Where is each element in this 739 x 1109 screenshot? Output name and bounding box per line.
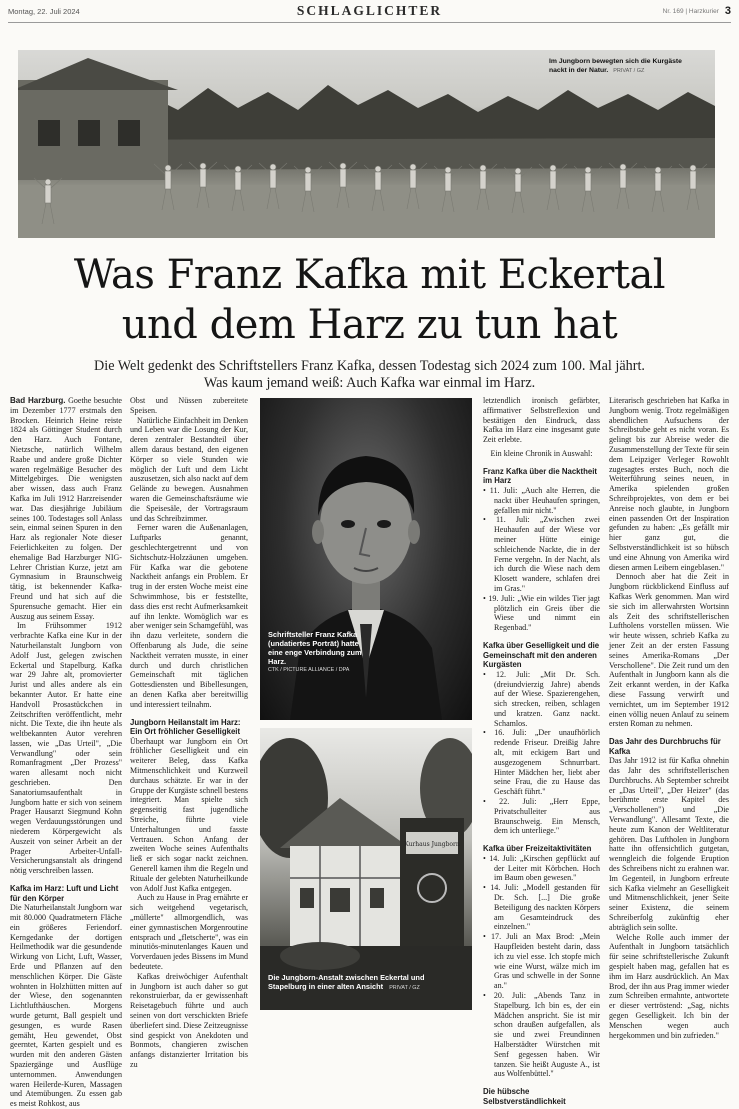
paragraph: Kafkas dreiwöchiger Aufenthalt in Jungborn ist auch daher so gut rekonstruierbar, da er gewissenhaft Reisetagebuch führte und auch seinen von dort verschickten Briefe überliefert sind. Diese Zeitzeugnisse sind gespickt von Anekdoten und Bonmots, changieren zwischen anfangs distanzierter Irritation bis zu bbox=[130, 971, 248, 1069]
deck-line-2: Was kaum jemand weiß: Auch Kafka war einmal im Harz. bbox=[203, 375, 536, 391]
paragraph: Die Naturheilanstalt Jungborn war mit 80.000 Quadratmetern Fläche ein größeres Feriendorf. Kerngedanke der dortigen Heilmethodik war die gesundende Wirkung von Licht, Luft, Wasser, Erde und Pflanzen auf den menschlichen Körper. Die Gäste wohnten in Holzhütten mitten auf der Wiese, den sogenannten Lichtlufthäuschen. Morgens wurde geturnt, Ball gespielt und gesungen, es wurde Rasen gemäht, Heu gewendet, Obst geerntet, Karten gespielt und es wurden mit den anderen Gästen Spaziergänge und Ausflüge unternommen. Anwendungen waren Heilerde-Kuren, Massagen und Atemübungen. Zu essen gab es meist Rohkost, aus bbox=[10, 903, 122, 1109]
paragraph bbox=[10, 396, 122, 621]
subheading: Jungborn Heilanstalt im Harz: Ein Ort fröhlicher Geselligkeit bbox=[130, 717, 241, 737]
chronicle-entry: • 20. Juli: „Abends Tanz in Stapelburg. Ich bin es, der ein Mädchen anspricht. Sie ist mir schon draußen aufgefallen, als sie und zwei Freundinnen Halberstädter Würstchen mit Senf gegessen haben. Wir tanzen. Sie heißt Auguste A., ist aus Wolfenbüttel." bbox=[483, 991, 600, 1079]
paragraph: letztendlich ironisch gefärbter, affirmativer Selbstreflexion und bestätigen den Eindruck, dass Kafka im Harz eine insgesamt gute Zeit erlebte. bbox=[483, 396, 600, 445]
subheading: Das Jahr des Durchbruchs für Kafka bbox=[609, 737, 721, 756]
paragraph: Welche Rolle auch immer der Aufenthalt in Jungborn tatsächlich für seine schriftstellerische Zukunft gespielt haben mag, gefallen hat es ihm im Harz ausdrücklich. An Max Brod, der ihn aus Prag immer wieder zum Schreiben ermahnte, antwortete er dieser vertröstend: „Sag, nichts gegen Geselligkeit. Ich bin der Menschen wegen auch hergekommen und bin zufrieden." bbox=[609, 932, 729, 1040]
paragraph: Ferner waren die Außenanlagen, Luftparks genannt, geschlechtergetrennt und von Sichtschutz-Holzzäunen umgeben. Für Kafka war die gebotene Nacktheit anfangs ein Problem. Er trug in der ersten Woche meist eine Schwimmhose, bis er feststellte, dass dies erst recht Aufmerksamkeit auf ihn lenkte. Womöglich war es aber weniger sein Schamgefühl, was ihn dazu verleitete, sondern die Offenbarung als Jude, die seine Nacktheit verraten musste, in einer durch und durch christlichen Gemeinschaft mit täglichen Gottesdiensten und Bibellesungen, an denen Kafka aber bereitwillig und interessiert teilnahm. bbox=[130, 523, 248, 709]
article-column-2 bbox=[130, 396, 248, 1070]
kafka-photo-credit: CTK / PICTURE ALLIANCE / DPA bbox=[268, 667, 350, 673]
building-sign-text: Kurhaus Jungborn bbox=[404, 841, 460, 848]
page-number: 3 bbox=[724, 5, 731, 17]
anstalt-photo-credit: PRIVAT / GZ bbox=[389, 985, 420, 991]
jungborn-building-photo bbox=[260, 728, 472, 1010]
subheading: Kafka über Freizeitaktivitäten bbox=[483, 844, 592, 854]
subheading: Franz Kafka über die Nacktheit im Harz bbox=[483, 466, 597, 486]
article-headline bbox=[0, 250, 739, 350]
article-column-4 bbox=[609, 396, 729, 1040]
article-deck bbox=[0, 358, 739, 392]
chronicle-entry: • 16. Juli: „Der unaufhörlich redende Friseur. Dreißig Jahre alt, mit eckigem Bart und ausgezogenem Schnurrbart. Hinter Mädchen her, liebt aber seine Frau, die zu Hause das Geschäft führt." bbox=[483, 728, 600, 797]
subheading: Kafka über Geselligkeit und die Gemeinschaft mit den anderen Kurgästen bbox=[483, 640, 600, 670]
subheading: Die hübsche Selbstverständlichkeit bbox=[483, 1087, 566, 1106]
article-column-3 bbox=[483, 396, 600, 1106]
hero-caption bbox=[549, 58, 689, 75]
kafka-portrait-photo bbox=[260, 398, 472, 720]
chronicle-intro: Ein kleine Chronik in Auswahl: bbox=[490, 448, 593, 458]
paragraph: Natürliche Einfachheit im Denken und Leben war die Losung der Kur, deren zentraler Bestandteil über allem daraus bestand, den eigenen Körper so viele Stunden wie möglich der Luft und dem Licht auszusetzen, sich also nackt auf dem Gelände zu bewegen. Ausnahmen waren die Gemeinschaftsräume wie die Speisesäle, der Vortragsraum und das Schreibzimmer. bbox=[130, 415, 248, 523]
article-column-1 bbox=[10, 396, 122, 1109]
section-title: SCHLAGLICHTER bbox=[296, 3, 443, 18]
anstalt-photo-caption bbox=[268, 973, 464, 993]
paragraph: Das Jahr 1912 ist für Kafka ohnehin das Jahr des schriftstellerischen Durchbruchs. Ab September schreibt er „Das Urteil", „Der Heizer" (das berühmte erste Kapitel des „Verschollenen") und „Die Verwandlung". Allesamt Texte, die heute zum Kanon der Weltliteratur gehören. Das Luftholen in Jungborn hatte ihn offensichtlich gutgetan, wenngleich die folgende Eruption des Schreibens nicht zu erahnen war. Im Gegenteil, in Jungborn erfreute sich Kafka vielmehr an Geselligkeit und Mitmenschlichkeit, jener Seite seiner Existenz, die seinem Schreiberfolg zukünftig eher abträglich sein sollte. bbox=[609, 756, 729, 932]
paragraph-text: Goethe besuchte im Dezember 1777 erstmals den Brocken. Heinrich Heine reiste 1824 als Göttinger Student durch den Harz. Auch Fontane, Nietzsche, natürlich Wilhelm Raabe und andere große Dichter waren regelmäßige Besucher des Mittelgebirges. Die wenigsten aber wissen, dass auch Franz Kafka im Juli 1912 Harzreisender war. Das diesjährige Jubiläum seines 100. Todestages soll Anlass sein, einmal seinen Spuren in den Harz als regionaler Note dieser Feierlichkeiten zu folgen. Der ehemalige Bad Harzburger NIG-Lehrer Christian Kurze, jetzt am Gymnasium in Braunschweig tätig, ist bekennender Kafka-Freund und hat sich auf die Spurensuche gemacht. Hier ein Auszug aus seinem Essay. bbox=[10, 396, 123, 621]
kafka-caption-text: Schriftsteller Franz Kafka (undatiertes Porträt) hatte eine enge Verbindung zum Harz. bbox=[268, 630, 362, 666]
paragraph: Literarisch geschrieben hat Kafka in Jungborn wenig. Trotz regelmäßigen abendlichen Aufsuchens der Schreibstube geht es nicht voran. Es gelingt bis zur Abreise weder die Zusammenstellung der Texte für sein dem Leipziger Verleger Rowohlt zugesagtes erstes Buch, noch die Weiterführung seines neuen, in Amerika spielenden großen Schreibprojektes, von dem er bei Anreise noch glaubte, in Jungborn einen passenden Ort der Inspiration gefunden zu haben: „Es gefällt mir hier ganz gut, die Selbstverständlichkeit ist so hübsch und eine Ahnung von Amerika wird diesen armen Leibern eingeblasen." bbox=[609, 396, 729, 572]
issue-date: Montag, 22. Juli 2024 bbox=[8, 6, 80, 16]
jungborn-building-illustration bbox=[260, 728, 472, 1010]
paragraph: Dennoch aber hat die Zeit in Jungborn rückblickend Einfluss auf Kafkas Werk genommen. Man wird sie sich im allerwahrsten Wortsinn als Zeit des schriftstellerischen Luftholens vorstellen müssen. Wie wir heute wissen, schrieb Kafka zu jener Zeit an der ersten Fassung seines Amerika-Romans „Der Verschollene". Die Zeit rund um den Aufenthalt in Jungborn kann als die Zeit erkannt werden, in der Kafka diese Fassung verwirft und vernichtet, um im September 1912 einen völlig neuen Anlauf zu seinem ersten Roman zu nehmen. bbox=[609, 572, 729, 729]
chronicle-entry: • 11. Juli: „Auch alte Herren, die nackt über Heuhaufen springen, gefallen mir nicht." bbox=[483, 485, 600, 515]
hero-caption-text: Im Jungborn bewegten sich die Kurgäste nackt in der Natur. bbox=[549, 58, 682, 74]
chronicle-entry: • 19. Juli: „Wie ein wildes Tier jagt plötzlich ein Greis über die Wiese und nimmt ein Regenbad." bbox=[483, 593, 600, 633]
chronicle-entry: • 17. Juli an Max Brod: „Mein Haupfleiden besteht darin, dass ich zu viel esse. Ich stopfe mich wie eine Wurst, wälze mich im Gras und schwelle in der Sonne an." bbox=[483, 932, 600, 991]
paragraph: Überhaupt war Jungborn ein Ort fröhlicher Geselligkeit und ein weiterer Beleg, dass Kafka Mitmenschlichkeit und Kurzweil durchaus schätzte. Er war in der Gruppe der Kurgäste schnell bestens integriert. Man spielte sich gegenseitig fast jugendliche Streiche, führte viele Unterhaltungen und fasste Vertrauen. Schon Anfang der zweiten Woche seines Aufenthalts ließ er sich sogar nackt zeichnen. Generell kamen ihm die Regeln und Rituale der gelebten Naturheilkunde von Adolf Just Kafka entgegen. bbox=[130, 736, 248, 893]
paragraph: Im Frühsommer 1912 verbrachte Kafka eine Kur in der Naturheilanstalt Jungborn von Adolf Just, gelegen zwischen Eckertal und Stapelburg. Kafka war 29 Jahre alt, promovierter Jurist und alles andere als ein bekannter Autor. Er hatte eine Handvoll Prosastückchen in Zeitschriften veröffentlicht, mehr nicht. Die Texte, die ihn heute als weltbekannten Autor verehren lassen, wie „Das Urteil", „Die Verwandlung" oder sein Romanfragment „Der Prozess" waren allesamt noch nicht geschrieben. Den Sanatoriumsaufenthalt in Jungborn hatte er sich von seinem Prager Hausarzt Siegmund Kohn wegen Verdauungsstörungen und niederem Körpergewicht als Auszeit von seiner Arbeit an der Prager Arbeiter-Unfall-Versicherungsanstalt als dringend nötig verschreiben lassen. bbox=[10, 621, 122, 876]
issue-meta: Nr. 169 | Harzkurier bbox=[662, 7, 719, 15]
chronicle-entry: • 12. Juli: „Mit Dr. Sch. (dreiundvierzig Jahre) abends auf der Wiese. Spazierengehen, sich strecken, reiben, schlagen und kratzen. Ganz nackt. Schamlos. bbox=[483, 669, 600, 728]
headline-line-1: Was Franz Kafka mit Eckertal bbox=[73, 252, 666, 298]
hero-photo bbox=[18, 50, 715, 238]
hero-credit: PRIVAT / GZ bbox=[613, 67, 645, 74]
headline-line-2: und dem Harz zu tun hat bbox=[121, 302, 618, 348]
subheading: Kafka im Harz: Luft und Licht für den Körper bbox=[10, 884, 119, 903]
anstalt-caption-text: Die Jungborn-Anstalt zwischen Eckertal und Stapelburg in einer alten Ansicht bbox=[268, 973, 425, 991]
deck-line-1: Die Welt gedenkt des Schriftstellers Franz Kafka, dessen Todestag sich 2024 zum 100. Mal jährt. bbox=[94, 358, 645, 374]
chronicle-entry: • 14. Juli: „Modell gestanden für Dr. Sch. [...] Die große Beteiligung des nackten Körpers am Gesamteindruck des einzelnen." bbox=[483, 883, 600, 932]
hero-photo-illustration bbox=[18, 50, 715, 238]
paragraph: Obst und Nüssen zubereitete Speisen. bbox=[130, 396, 248, 415]
chronicle-entry: • 22. Juli: „Herr Eppe, Privatschulleiter aus Braunschweig. Ein Mensch, dem ich unterliege." bbox=[483, 797, 600, 836]
chronicle-entry: • 11. Juli: „Zwischen zwei Heuhaufen auf der Wiese vor meiner Hütte einige schleichende Nackte, die in der Ferne vergehn. In der Nacht, als ich durch die Wiese nach dem Klosett wandere, schlafen drei im Gras." bbox=[483, 515, 600, 593]
kafka-photo-caption bbox=[268, 630, 364, 675]
header-right bbox=[571, 5, 731, 17]
dateline: Bad Harzburg. bbox=[10, 396, 66, 405]
chronicle-entry: • 14. Juli: „Kirschen gepflückt auf der Leiter mit Körbchen. Hoch im Baum oben gewesen." bbox=[483, 853, 600, 883]
page-header bbox=[8, 0, 731, 23]
paragraph: Auch zu Hause in Prag ernährte er sich weitgehend vegetarisch, „müllerte" allmorgendlich, was einer gymnastischen Morgenroutine entsprach und „fletscherte", was ein minutiös-minutenlanges Kauen und Vorverdauen jedes Bissens im Mund bedeutete. bbox=[130, 893, 248, 972]
